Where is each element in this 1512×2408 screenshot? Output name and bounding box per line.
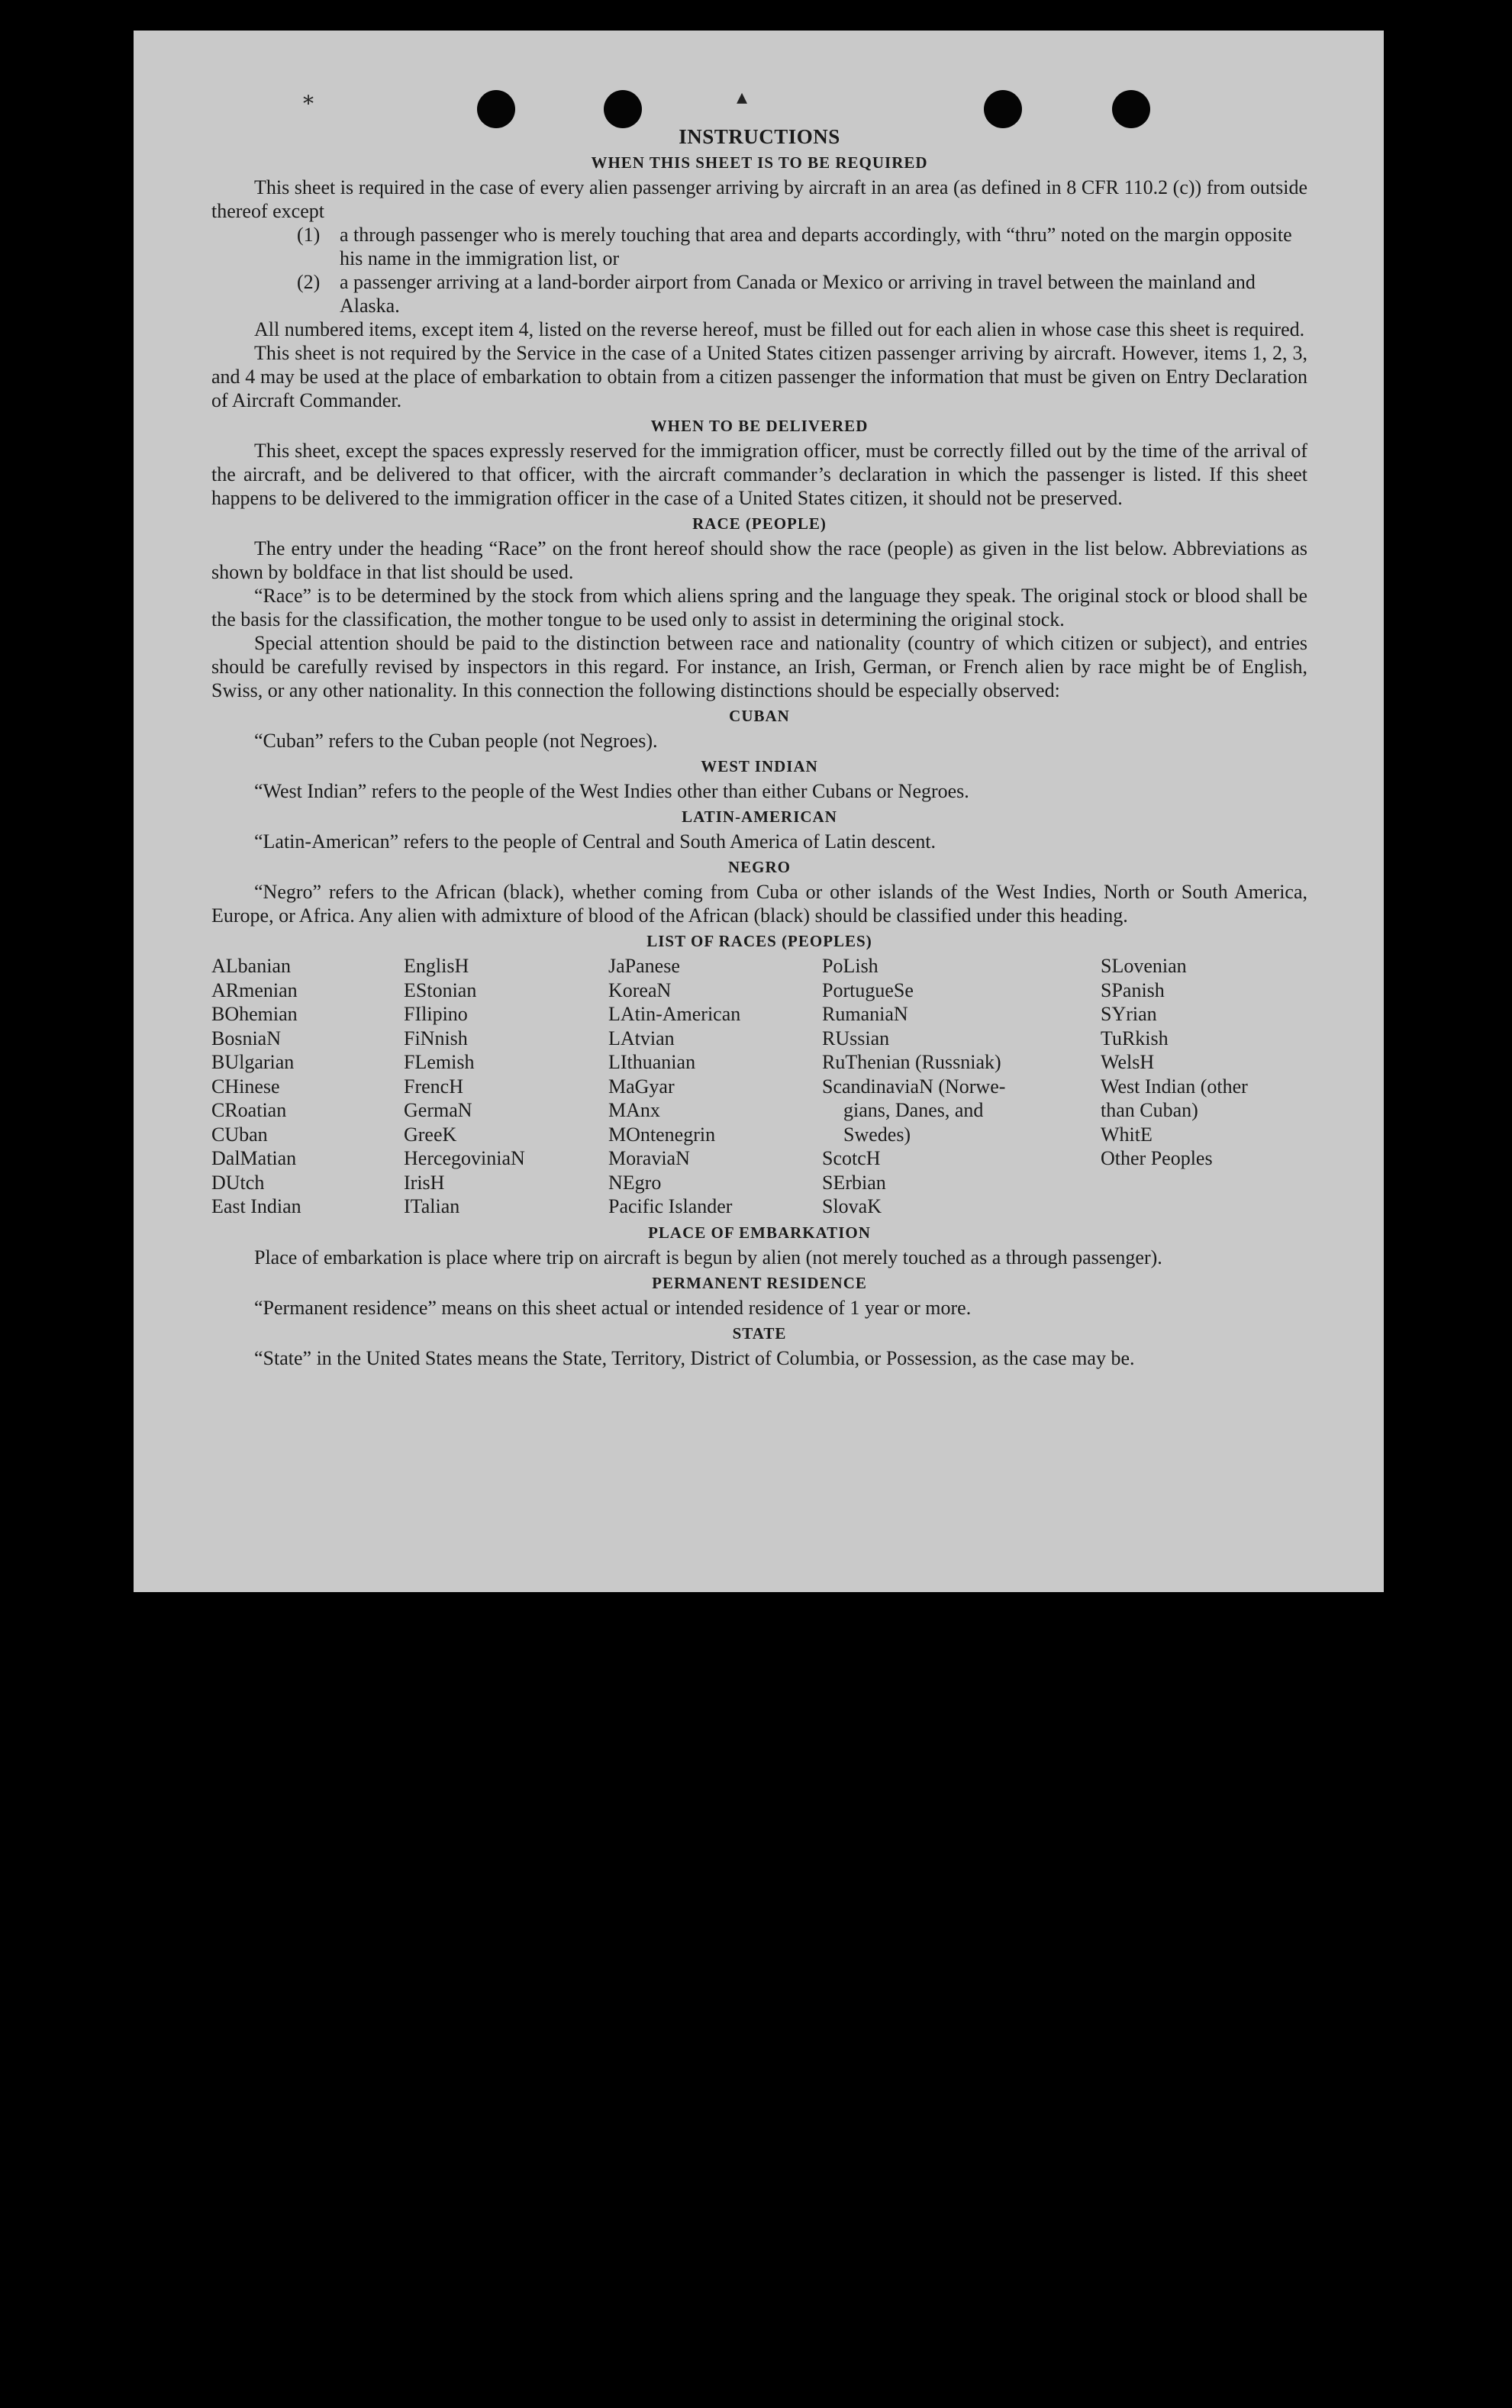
race-entry: PoLish [822, 955, 879, 977]
item-text: a through passenger who is merely touching that area and departs accordingly, with “thru” noted on the margin opposite his name in the immigration list, or [340, 224, 1292, 269]
section-heading-permanent-residence: PERMANENT RESIDENCE [652, 1273, 867, 1292]
race-entry: LAtin-American [608, 1003, 741, 1025]
race-entry: SLovenian [1101, 955, 1187, 977]
section-heading-west-indian: WEST INDIAN [701, 757, 818, 775]
section-heading-state: STATE [732, 1323, 787, 1343]
section-heading-when-required: WHEN THIS SHEET IS TO BE REQUIRED [591, 153, 928, 172]
race-entry: LIthuanian [608, 1051, 696, 1073]
race-entry: BosniaN [211, 1027, 281, 1049]
race-entry: DUtch [211, 1171, 265, 1194]
race-entry: RumaniaN [822, 1003, 908, 1025]
paragraph: “West Indian” refers to the people of the West Indies other than either Cubans or Negroes. [254, 780, 969, 802]
race-entry: MAnx [608, 1099, 660, 1121]
page-title: INSTRUCTIONS [679, 125, 840, 148]
section-heading-race: RACE (PEOPLE) [692, 514, 827, 533]
race-entry: MOntenegrin [608, 1123, 716, 1146]
race-entry: FLemish [404, 1051, 475, 1073]
section-heading-when-delivered: WHEN TO BE DELIVERED [650, 417, 869, 435]
ink-mark: ⁎ [303, 85, 314, 109]
race-entry: EStonian [404, 978, 477, 1001]
list-item [211, 223, 1307, 270]
punch-hole [477, 90, 515, 128]
section-heading-negro: NEGRO [727, 858, 791, 876]
race-entry: IrisH [404, 1171, 445, 1194]
race-entry: gians, Danes, and [843, 1099, 984, 1121]
item-text: a passenger arriving at a land-border airport from Canada or Mexico or arriving in travel between the mainland and Alaska. [340, 271, 1256, 317]
race-entry: Pacific Islander [608, 1195, 733, 1217]
race-entry: FrencH [404, 1075, 463, 1098]
race-entry: West Indian (other [1101, 1075, 1248, 1098]
race-entry: WelsH [1101, 1051, 1155, 1073]
punch-hole [1112, 90, 1150, 128]
race-entry: BOhemian [211, 1003, 298, 1025]
race-entry: FIlipino [404, 1003, 468, 1025]
paragraph: “Negro” refers to the African (black), whether coming from Cuba or other islands of the West Indies, North or South America, Europe, or Africa. Any alien with admixture of blood of the African (black) should be classified under this heading. [211, 881, 1307, 927]
race-entry: NEgro [608, 1171, 662, 1194]
instruction-sheet [134, 31, 1384, 1592]
race-column [404, 954, 608, 1219]
paragraph: “Race” is to be determined by the stock from which aliens spring and the language they speak. The original stock or blood shall be the basis for the classification, the mother tongue to be used only to assist in determining the original stock. [211, 585, 1307, 630]
race-entry: HercegoviniaN [404, 1147, 525, 1169]
race-entry: JaPanese [608, 955, 680, 977]
race-entry: SYrian [1101, 1003, 1157, 1025]
race-entry: WhitE [1101, 1123, 1153, 1146]
race-column [211, 954, 404, 1219]
race-entry: CRoatian [211, 1099, 287, 1121]
race-entry: ScandinaviaN (Norwe- [822, 1075, 1006, 1098]
item-number: (1) [297, 224, 321, 246]
paragraph: This sheet, except the spaces expressly reserved for the immigration officer, must be correctly filled out by the time of the arrival of the aircraft, and be delivered to that officer, with the aircraft commander’s declaration in which the passenger is listed. If this sheet happens to be delivered to the immigration officer in the case of a United States citizen, it should not be preserved. [211, 440, 1307, 509]
race-entry: TuRkish [1101, 1027, 1169, 1049]
paragraph: “Latin-American” refers to the people of Central and South America of Latin descent. [254, 830, 937, 853]
race-entry: CHinese [211, 1075, 280, 1098]
race-entry: than Cuban) [1101, 1099, 1198, 1121]
race-entry: FiNnish [404, 1027, 468, 1049]
race-entry: GreeK [404, 1123, 457, 1146]
race-column [1101, 954, 1299, 1219]
paragraph: This sheet is not required by the Service in the case of a United States citizen passenger arriving by aircraft. However, items 1, 2, 3, and 4 may be used at the place of embarkation to obtain from a citizen passenger the information that must be given on Entry Declaration of Aircraft Commander. [211, 342, 1307, 411]
list-item [211, 270, 1307, 318]
ink-mark: ▴ [737, 85, 748, 109]
race-entry: KoreaN [608, 978, 672, 1001]
punch-hole [984, 90, 1022, 128]
race-entry: ITalian [404, 1195, 460, 1217]
race-entry: RUssian [822, 1027, 890, 1049]
paragraph: All numbered items, except item 4, listed on the reverse hereof, must be filled out for each alien in whose case this sheet is required. [254, 318, 1305, 340]
paragraph: Place of embarkation is place where trip on aircraft is begun by alien (not merely touched as a through passenger). [254, 1246, 1162, 1268]
race-entry: PortugueSe [822, 978, 914, 1001]
race-column [822, 954, 1101, 1219]
race-entry: ALbanian [211, 955, 291, 977]
paragraph: This sheet is required in the case of every alien passenger arriving by aircraft in an area (as defined in 8 CFR 110.2 (c)) from outside thereof except [211, 176, 1307, 222]
race-entry: MoraviaN [608, 1147, 690, 1169]
item-number: (2) [297, 271, 321, 293]
punch-hole [604, 90, 642, 128]
race-column [608, 954, 822, 1219]
race-entry: GermaN [404, 1099, 472, 1121]
section-heading-place-of-embarkation: PLACE OF EMBARKATION [648, 1223, 871, 1242]
section-heading-cuban: CUBAN [729, 707, 790, 725]
race-entry: Swedes) [843, 1123, 911, 1146]
paragraph: “State” in the United States means the State, Territory, District of Columbia, or Possession, as the case may be. [254, 1346, 1135, 1369]
paragraph: “Cuban” refers to the Cuban people (not Negroes). [254, 730, 658, 752]
race-entry: CUban [211, 1123, 268, 1146]
race-entry: MaGyar [608, 1075, 675, 1098]
section-heading-latin-american: LATIN-AMERICAN [682, 808, 837, 826]
paragraph: “Permanent residence” means on this sheet actual or intended residence of 1 year or more. [254, 1296, 972, 1319]
race-entry: ARmenian [211, 978, 298, 1001]
race-entry: SPanish [1101, 978, 1165, 1001]
paragraph: The entry under the heading “Race” on the front hereof should show the race (people) as given in the list below. Abbreviations as shown by boldface in that list should be used. [211, 537, 1307, 583]
race-entry: ScotcH [822, 1147, 881, 1169]
race-entry: East Indian [211, 1195, 301, 1217]
race-entry: SlovaK [822, 1195, 882, 1217]
race-entry: LAtvian [608, 1027, 675, 1049]
race-entry: RuThenian (Russniak) [822, 1051, 1001, 1073]
race-entry: Other Peoples [1101, 1147, 1213, 1169]
race-entry: EnglisH [404, 955, 469, 977]
paragraph: Special attention should be paid to the distinction between race and nationality (country of which citizen or subject), and entries should be carefully revised by inspectors in this regard. For instance, an Irish, German, or French alien by race might be of English, Swiss, or any other nationality. In this connection the following distinctions should be especially observed: [211, 632, 1307, 701]
race-entry: BUlgarian [211, 1051, 295, 1073]
section-heading-list-of-races: LIST OF RACES (PEOPLES) [646, 932, 872, 950]
race-list [211, 954, 1307, 1219]
race-entry: SErbian [822, 1171, 886, 1194]
race-entry: DalMatian [211, 1147, 297, 1169]
